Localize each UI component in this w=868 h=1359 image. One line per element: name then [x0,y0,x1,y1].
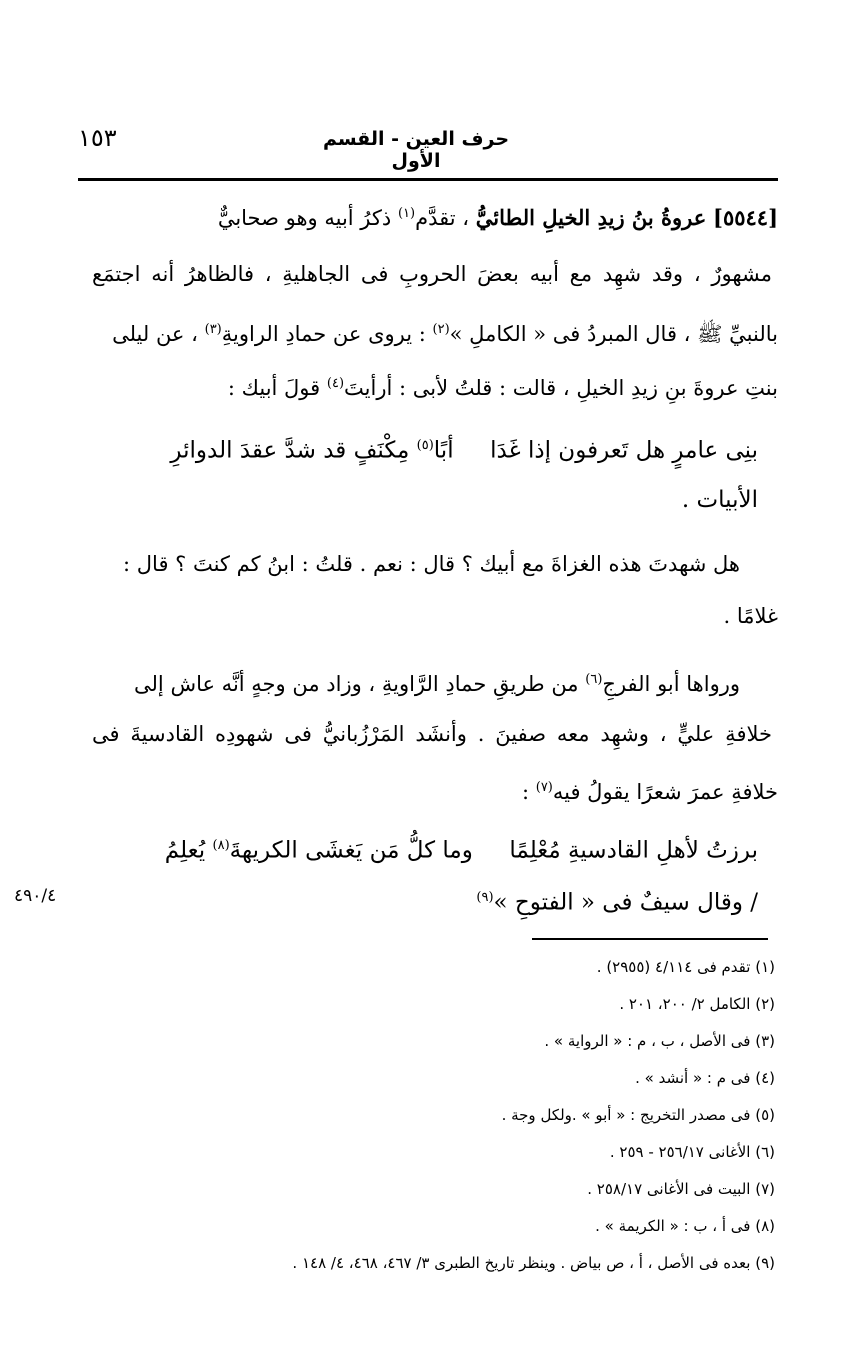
verse-line-1 [68,428,758,469]
paragraph-line-3 [88,312,778,352]
paragraph-line-10 [88,770,778,810]
footnote-ref[interactable]: (٩) [476,890,494,905]
footnote-ref[interactable]: (٥) [416,438,434,453]
footnote-rule [532,938,768,940]
verse-hemistich: وما كلُّ مَن يَغشَى الكريهةَ [229,837,473,864]
line-text: بالنبيِّ ﷺ ، قال المبردُ فى « الكاملِ » [449,322,778,346]
paragraph-line-11 [68,880,758,921]
paragraph-line-8 [92,662,740,702]
verse-line-2 [68,828,758,869]
footnote-4: (٤) فى م : « أنشد » . [635,1069,775,1087]
line-text: قولَ أبيك : [227,376,321,400]
footnote-ref[interactable]: (٢) [432,322,450,337]
paragraph-line-5: الأبيات . [681,487,758,513]
line-text: ورواها أبو الفرجِ [602,672,740,696]
verse-hemistich: يُعلِمُ [164,837,206,864]
footnote-ref[interactable]: (٦) [585,672,603,687]
paragraph-line-9: خلافةِ عليٍّ ، وشهِد معه صفينَ . وأنشَد المَرْزُبانيُّ فى شهودِه القادسيةَ فى [92,722,772,746]
line-text: ، عن ليلى [112,322,198,346]
line-text: خلافةِ عمرَ شعرًا يقولُ فيه [552,780,778,804]
line-text: : يروى عن حمادِ الراويةِ [221,322,426,346]
line-text: من طريقِ حمادِ الرَّاويةِ ، وزاد من وجهٍ أنَّه عاش إلى [134,672,579,696]
page-number: ١٥٣ [78,124,117,152]
footnote-ref[interactable]: (٤) [326,376,345,391]
footnote-ref[interactable]: (٨) [212,838,230,853]
entry-name: عروةُ بنُ زيدِ الخيلِ الطائيُّ [475,205,707,230]
header-rule [78,178,778,181]
side-marker: ٤٩٠/٤ [14,886,57,906]
footnote-ref[interactable]: (٣) [204,322,222,337]
footnote-ref[interactable]: (٧) [535,780,553,795]
footnote-1: (١) تقدم فى ٤/١١٤ (٢٩٥٥) . [596,958,775,976]
paragraph-line-1 [88,196,778,236]
verse-hemistich: مِكْنَفٍ قد شدَّ عقدَ الدوائرِ [170,437,410,464]
footnote-2: (٢) الكامل ٢/ ٢٠٠، ٢٠١ . [619,995,775,1013]
footnote-3: (٣) فى الأصل ، ب ، م : « الرواية » . [544,1032,775,1050]
running-header [78,124,778,172]
footnote-9: (٩) بعده فى الأصل ، أ ، ص بياض . وينظر تاريخ الطبرى ٣/ ٤٦٧، ٤٦٨، ٤/ ١٤٨ . [292,1254,775,1272]
line-text: بنتِ عروةَ بنِ زيدِ الخيلِ ، قالت : قلتُ لأبى : أرأيتَ [344,376,778,400]
entry-number: [٥٥٤٤] [713,205,778,230]
paragraph-line-6: هل شهدتَ هذه الغزاةَ مع أبيك ؟ قال : نعم . قلتُ : ابنُ كم كنتَ ؟ قال : [123,552,740,576]
footnote-6: (٦) الأغانى ٢٥٦/١٧ - ٢٥٩ . [609,1143,775,1161]
footnote-ref[interactable]: (١) [397,206,416,221]
footnote-7: (٧) البيت فى الأغانى ٢٥٨/١٧ . [587,1180,775,1198]
footnote-5: (٥) فى مصدر التخريج : « أبو » .ولكل وجة . [501,1106,775,1124]
line-text: ذكرُ أبيه وهو صحابيٌّ [217,206,392,230]
paragraph-line-4 [88,366,778,406]
paragraph-line-7: غلامًا . [723,604,778,628]
paragraph-line-2: مشهورٌ ، وقد شهِد مع أبيه بعضَ الحروبِ فى الجاهليةِ ، فالظاهرُ أنه اجتمَع [92,262,772,286]
verse-hemistich: أبًا [433,437,454,464]
line-text: / وقال سيفٌ فى « الفتوحِ » [493,889,758,916]
footnote-8: (٨) فى أ ، ب : « الكريمة » . [595,1217,775,1235]
line-text: : [521,780,530,804]
verse-hemistich: برزتُ لأهلِ القادسيةِ مُعْلِمًا [509,837,758,864]
verse-hemistich: بنِى عامرٍ هل تَعرفون إذا غَدَا [490,437,758,464]
line-text: ، تقدَّم [415,206,470,230]
header-title: حرف العين - القسم الأول [322,128,510,172]
